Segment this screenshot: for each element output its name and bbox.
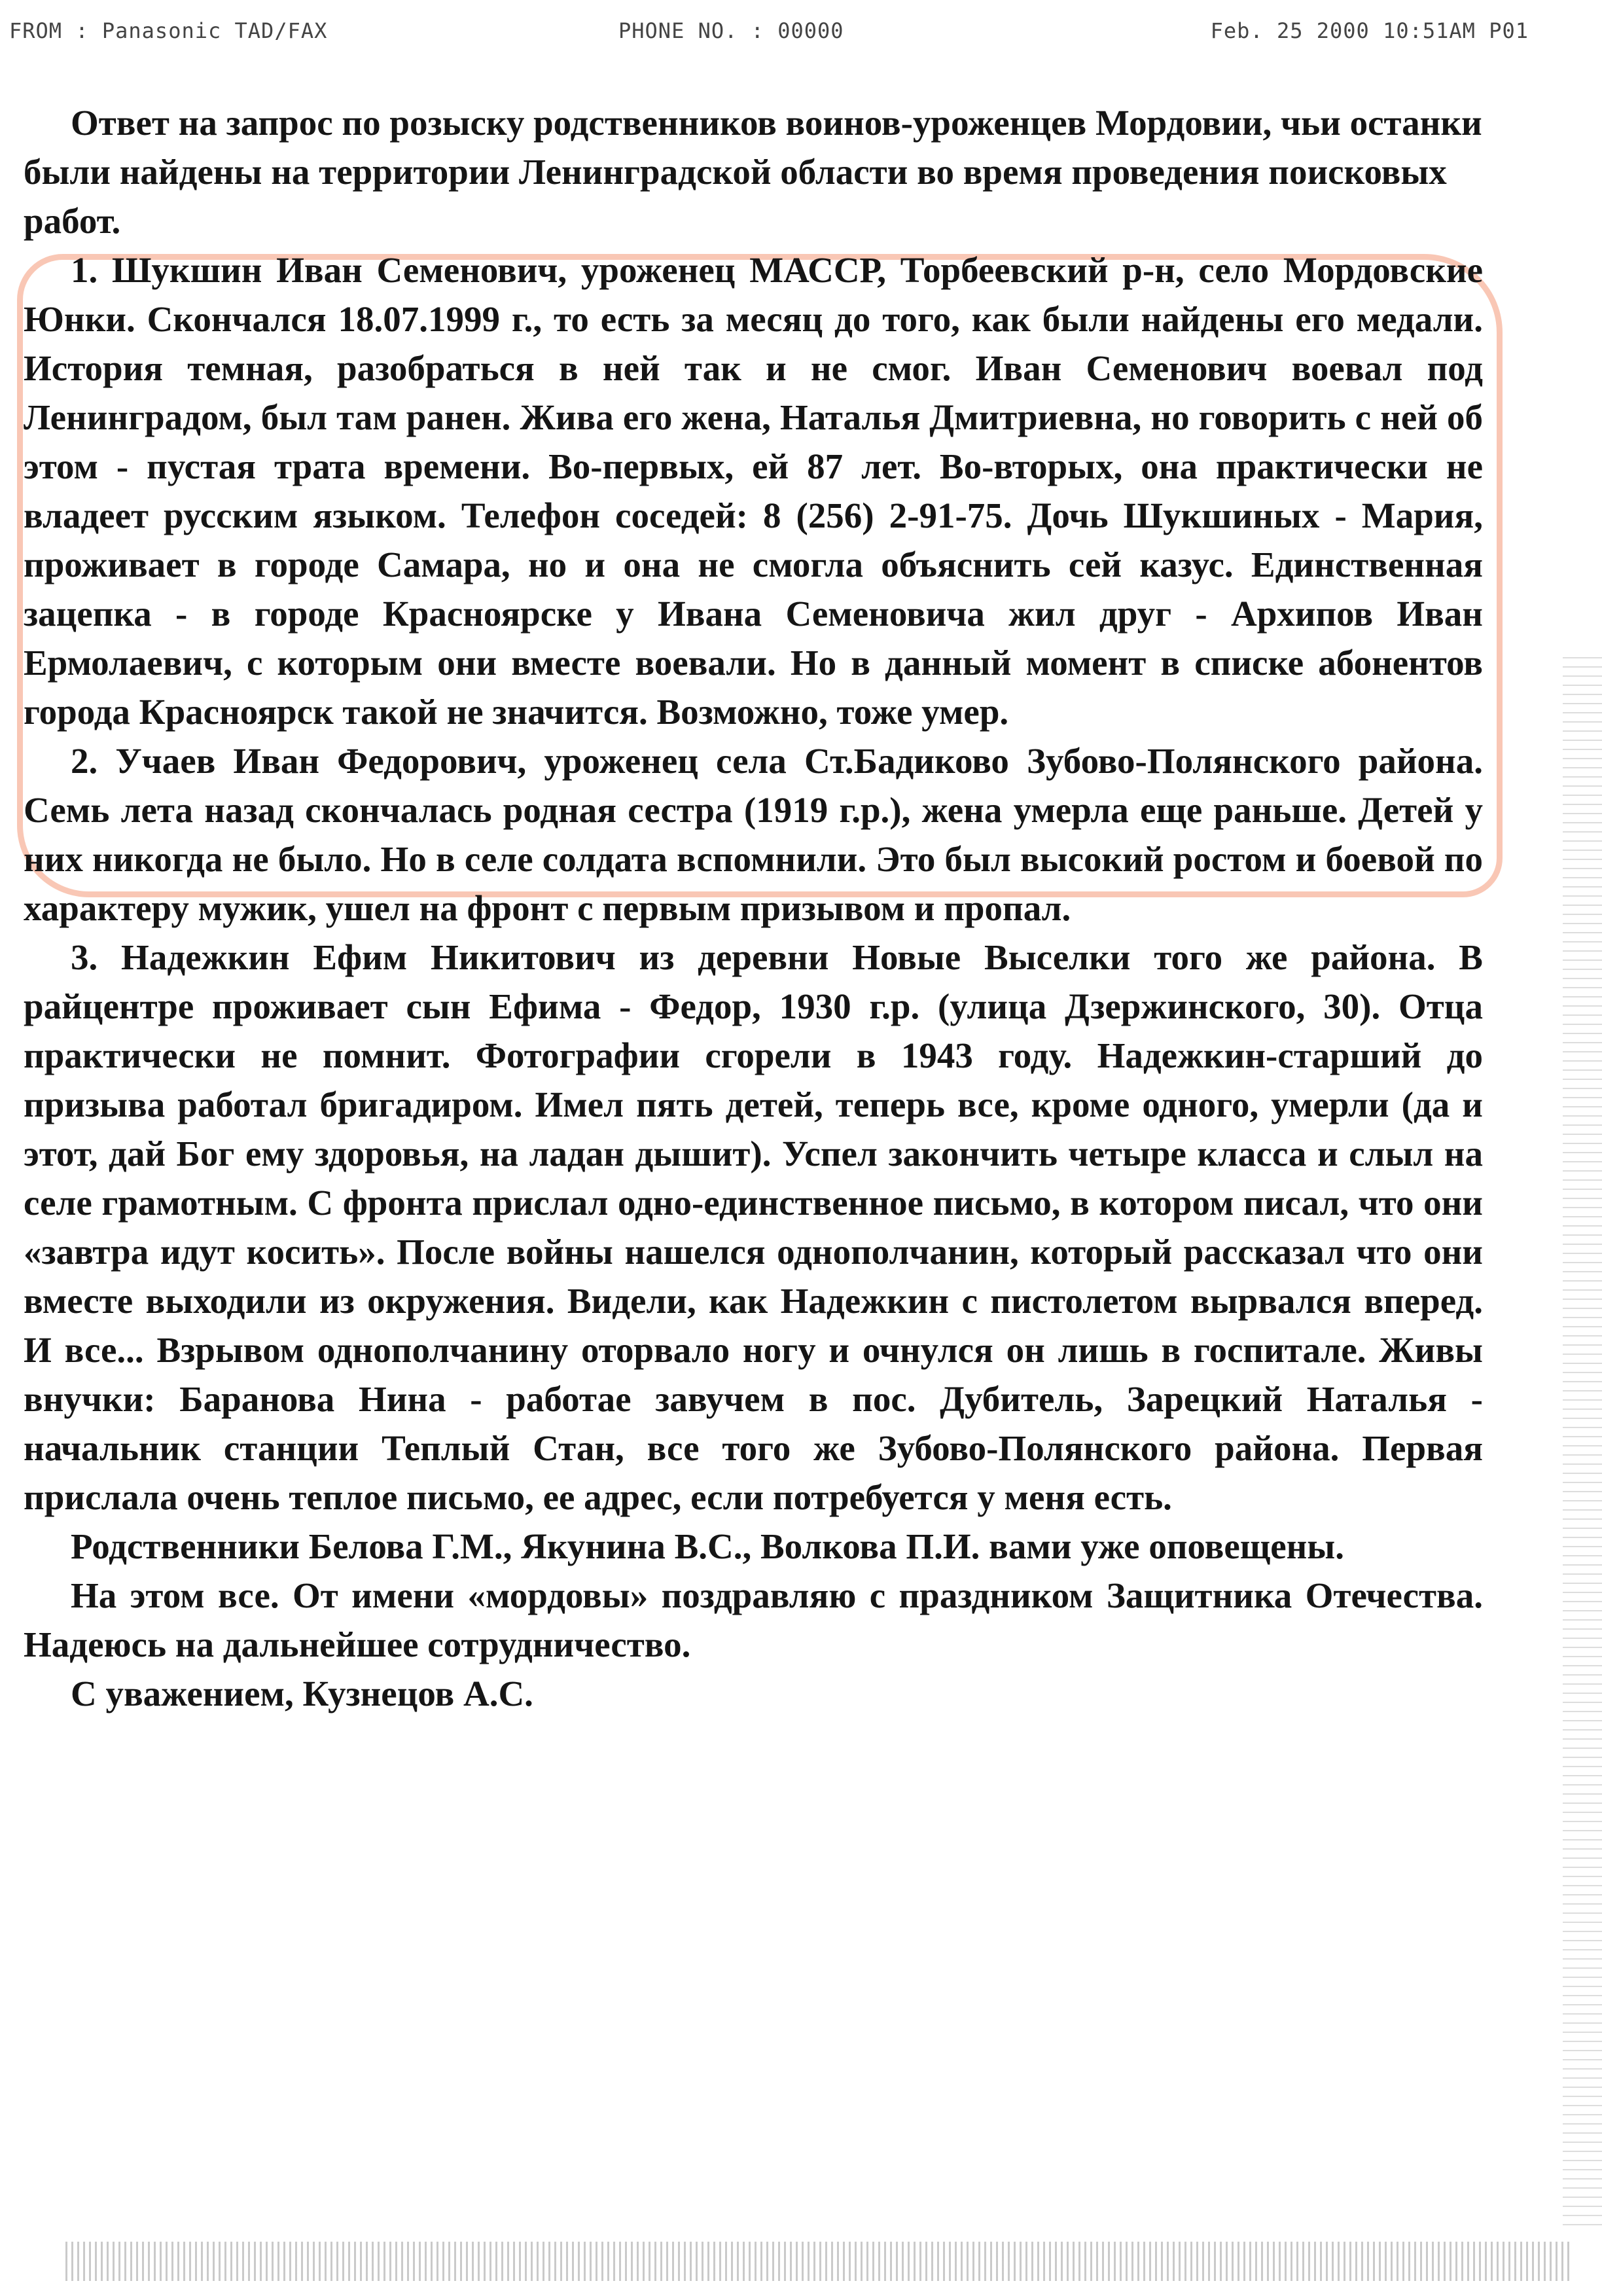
paragraph-nadezhkin: 3. Надежкин Ефим Никитович из деревни Новые Выселки того же района. В райцентре проживает сын Ефима - Федор, 1930 г.р. (улица Дзержинского, 30). Отца практически не помнит. Фотографии сгорели в 1943 году. Надежкин-старший до призыва работал бригадиром. Имел пять детей, теперь все, кроме одного, умерли (да и этот, дай Бог ему здоровья, на ладан дышит). Успел закончить четыре класса и слыл на селе грамотным. С фронта прислал одно-единственное письмо, в котором писал, что они «завтра идут косить». После войны нашелся однополчанин, который рассказал что они вместе выходили из окружения. Видели, как Надежкин с пистолетом вырвался вперед. И все... Взрывом однополчанину оторвало ногу и очнулся он лишь в госпитале. Живы внучки: Баранова Нина - работае завучем в пос. Дубитель, Зарецкий Наталья - начальник станции Теплый Стан, все того же Зубово-Полянского района. Первая прислала очень теплое письмо, ее адрес, если потребуется у меня есть. <box>24 937 1483 1517</box>
letter-body <box>24 98 1483 1718</box>
paragraph-uchaev: 2. Учаев Иван Федорович, уроженец села Ст.Бадиково Зубово-Полянского района. Семь лета назад скончалась родная сестра (1919 г.р.), жена умерла еще раньше. Детей у них никогда не было. Но в селе солдата вспомнили. Это был высокий ростом и боевой по характеру мужик, ушел на фронт с первым призывом и пропал. <box>24 741 1483 928</box>
fax-edge-noise <box>1563 655 1602 2225</box>
fax-header <box>0 18 1602 58</box>
paragraph-shukshin: 1. Шукшин Иван Семенович, уроженец МАССР, Торбеевский р-н, село Мордовские Юнки. Скончался 18.07.1999 г., то есть за месяц до того, как были найдены его медали. История темная, разобраться в ней так и не смог. Иван Семенович воевал под Ленинградом, был там ранен. Жива его жена, Наталья Дмитриевна, но говорить с ней об этом - пустая трата времени. Во-первых, ей 87 лет. Во-вторых, она практически не владеет русским языком. Телефон соседей: 8 (256) 2-91-75. Дочь Шукшиных - Мария, проживает в городе Самара, но и она не смогла объяснить сей казус. Единственная зацепка - в городе Красноярске у Ивана Семеновича жил друг - Архипов Иван Ермолаевич, с которым они вместе воевали. Но в данный момент в списке абонентов города Красноярск такой не значится. Возможно, тоже умер. <box>24 250 1483 732</box>
signature: С уважением, Кузнецов А.С. <box>71 1674 533 1713</box>
letter-title: Ответ на запрос по розыску родственников воинов-уроженцев Мордовии, чьи останки были найдены на территории Ленинградской области во время проведения поисковых работ. <box>24 103 1482 241</box>
fax-from: FROM : Panasonic TAD/FAX <box>9 18 328 43</box>
fax-date: Feb. 25 2000 10:51AM P01 <box>1210 18 1529 43</box>
paragraph-relatives-notified: Родственники Белова Г.М., Якунина В.С., Волкова П.И. вами уже оповещены. <box>71 1526 1345 1566</box>
fax-bottom-noise <box>65 2242 1571 2281</box>
fax-phone: PHONE NO. : 00000 <box>618 18 844 43</box>
paragraph-closing: На этом все. От имени «мордовы» поздравляю с праздником Защитника Отечества. Надеюсь на дальнейшее сотрудничество. <box>24 1575 1483 1664</box>
